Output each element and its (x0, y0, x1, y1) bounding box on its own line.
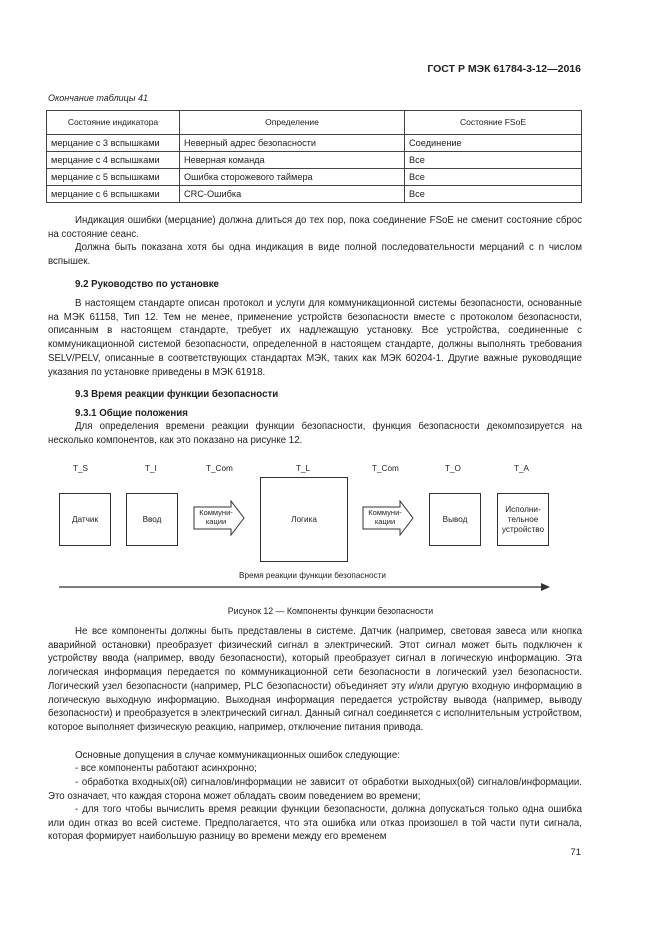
response-time-label: Время реакции функции безопасности (239, 571, 386, 580)
box-output: Вывод (429, 493, 481, 546)
header-cell-definition: Определение (180, 111, 405, 135)
table-cell: мерцание с 3 вспышками (47, 135, 180, 152)
table-cell: Ошибка сторожевого таймера (180, 169, 405, 186)
label-t-l: T_L (296, 464, 311, 473)
document-header: ГОСТ Р МЭК 61784-3-12—2016 (427, 63, 581, 75)
paragraph-text: Не все компоненты должны быть представлены в системе. Датчик (например, световая завеса или кнопка аварийной остановки) преобразует физический сигнал в электрический. Этот сигнал может быть подключен к устройству ввода (например, вводу безопасности), который преобразует сигнал в логическую информацию. Эта логическая информация передается по коммуникационной сети безопасности в логический узел безопасности. Логический узел безопасности (например, PLC безопасности) объединяет эту и/или другую входную информацию в логическую выходную информацию. Выходная информация передается устройству вывода (например, выводу безопасности) и преобразуется в электрический сигнал. Данный сигнал соединяется с исполнительным устройством, которое выполняет физическую реакцию, например, отключение питания привода. (48, 626, 582, 733)
paragraph-text: Индикация ошибки (мерцание) должна длиться до тех пор, пока соединение FSoE не сменит состояние сброс на состояние сеанс. (48, 215, 582, 240)
table-cell: Все (405, 152, 582, 169)
paragraph (48, 420, 582, 447)
page-number: 71 (570, 847, 581, 858)
paragraph (48, 776, 582, 803)
table-cell: Неверный адрес безопасности (180, 135, 405, 152)
table-cell: Все (405, 186, 582, 203)
header-cell-indicator: Состояние индикатора (47, 111, 180, 135)
table-header-row (47, 111, 582, 135)
table-cell: мерцание с 6 вспышками (47, 186, 180, 203)
label-t-a: T_A (514, 464, 530, 473)
paragraph-text: Основные допущения в случае коммуникационных ошибок следующие: (75, 750, 400, 761)
time-arrow (59, 582, 551, 592)
paragraph-text: Для определения времени реакции функции безопасности, функция безопасности декомпозируется на несколько компонентов, как это показано на рисунке 12. (48, 421, 582, 446)
label-t-s: T_S (73, 464, 89, 473)
table-row (47, 186, 582, 203)
paragraph-text: Должна быть показана хотя бы одна индикация в виде полной последовательности мерцаний с n числом вспышек. (48, 242, 582, 267)
paragraph-text: В настоящем стандарте описан протокол и услуги для коммуникационной системы безопасности, основанные на МЭК 61158, Тип 12. Тем не менее, применение устройств безопасности вместе с протоколом безопасности, описанным в настоящем стандарте, требует их надлежащую установку. Все устройства, соединенные с коммуникационной системой безопасности, определенной в настоящем стандарте, должны выполнять требования SELV/PELV, описанные в соответствующих стандартах МЭК, таких как МЭК 60204-1. Другие важные руководящие указания по установке приведены в МЭК 61918. (48, 298, 582, 378)
table-cell: CRC-Ошибка (180, 186, 405, 203)
table-row (47, 152, 582, 169)
section-heading-9-2: 9.2 Руководство по установке (75, 279, 219, 290)
label-t-i: T_I (145, 464, 157, 473)
paragraph (48, 762, 582, 776)
section-heading-9-3-1: 9.3.1 Общие положения (75, 408, 188, 419)
table-cell: мерцание с 4 вспышками (47, 152, 180, 169)
box-input: Ввод (126, 493, 178, 546)
label-t-o: T_O (445, 464, 461, 473)
paragraph-text: - обработка входных(ой) сигналов/информации не зависит от обработки выходных(ой) сигналов/информации. Это означает, что каждая сторона может обладать своим поведением во времени; (48, 777, 582, 802)
table-cell: Неверная команда (180, 152, 405, 169)
label-t-com-1: T_Com (206, 464, 233, 473)
paragraph (48, 749, 582, 763)
figure-caption: Рисунок 12 — Компоненты функции безопасности (227, 606, 434, 616)
paragraph (48, 241, 582, 268)
header-cell-fsoe-state: Состояние FSoE (405, 111, 582, 135)
table-row (47, 135, 582, 152)
paragraph (48, 297, 582, 379)
box-actuator: Исполни- тельное устройство (497, 493, 549, 546)
table-row (47, 169, 582, 186)
paragraph-text: - для того чтобы вычислить время реакции функции безопасности, должна допускаться только одна ошибка или один отказ во всей системе. Предполагается, что эта ошибка или отказ произошел в той части пути сигнала, которая формирует наибольшую разницу во времени между его временем (48, 804, 582, 843)
paragraph (48, 625, 582, 735)
box-logic: Логика (260, 477, 348, 562)
section-heading-9-3: 9.3 Время реакции функции безопасности (75, 389, 279, 400)
box-sensor: Датчик (59, 493, 111, 546)
figure-12-diagram (48, 460, 588, 598)
paragraph (48, 803, 582, 844)
paragraph (48, 214, 582, 241)
comm-label-1: Коммуни- кации (199, 508, 233, 526)
paragraph-text: - все компоненты работают асинхронно; (75, 763, 257, 774)
comm-label-2: Коммуни- кации (368, 508, 402, 526)
table-41 (46, 110, 582, 203)
table-cell: мерцание с 5 вспышками (47, 169, 180, 186)
table-cell: Все (405, 169, 582, 186)
table-cell: Соединение (405, 135, 582, 152)
label-t-com-2: T_Com (372, 464, 399, 473)
table-caption: Окончание таблицы 41 (48, 93, 148, 103)
